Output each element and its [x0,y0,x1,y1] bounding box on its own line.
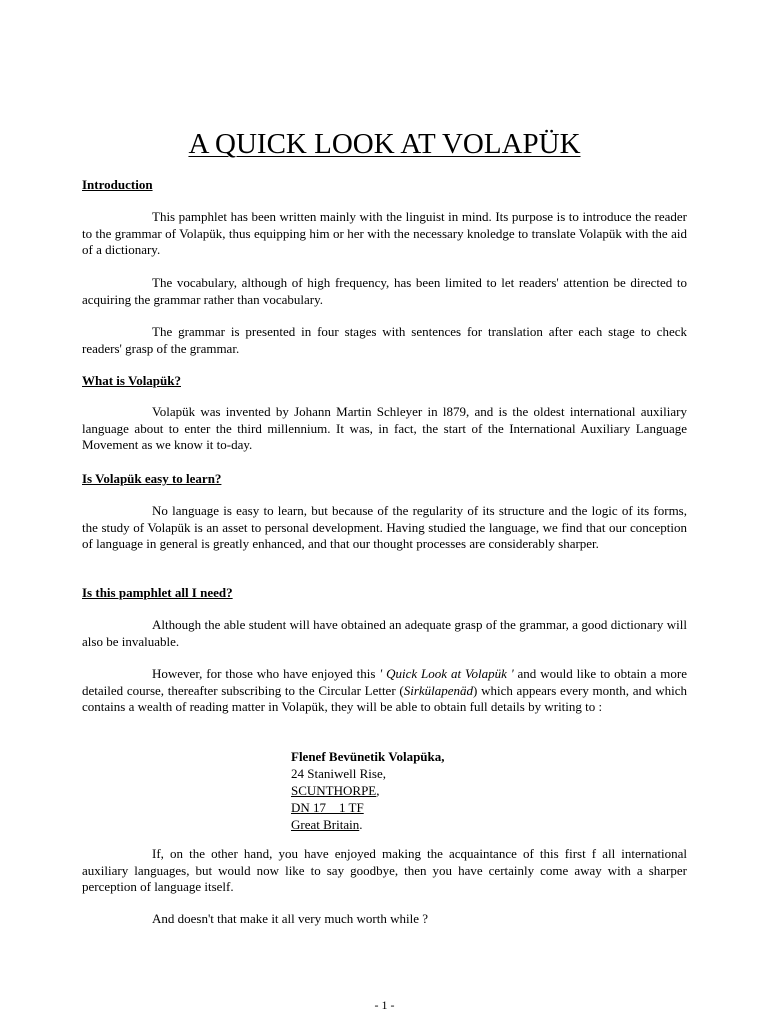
closing-paragraph-2 [82,911,687,928]
paragraph: No language is easy to learn, but because of the regularity of its structure and the logic of its forms, the study of Volapük is an asset to personal development. Having studied the language, we find that our conception of language in general is greatly enhanced, and that our thought processes are considerably sharper. [82,503,687,552]
address-street: 24 Staniwell Rise, [291,766,386,781]
paragraph: Volapük was invented by Johann Martin Schleyer in l879, and is the oldest international auxiliary language about to enter the third millennium. It was, in fact, the start of the International Auxiliary Language Movement as we know it to-day. [82,404,687,453]
paragraph: Although the able student will have obtained an adequate grasp of the grammar, a good dictionary will also be invaluable. [82,617,687,649]
heading-introduction: Introduction [82,177,153,192]
address-postcode-line [291,799,445,816]
paragraph: The vocabulary, although of high frequency, has been limited to let readers' attention be directed to acquiring the grammar rather than vocabulary. [82,275,687,307]
text-run: ) which appears every month, and which contains a wealth of reading matter in Volapük, they will be able to obtain full details by writing to : [82,682,687,715]
intro-paragraph-1 [82,209,687,259]
intro-paragraph-3 [82,324,687,357]
text-run: However, for those who have enjoyed this [152,666,380,681]
text-run: and would like to obtain a more detailed course, thereafter subscribing to the Circular Letter ( [82,666,687,698]
easy-paragraph [82,503,687,553]
paragraph: And doesn't that make it all very much worth while ? [152,911,428,926]
page-title: A QUICK LOOK AT VOLAPÜK [188,128,581,160]
page-number: - 1 - [374,998,395,1012]
heading-what-is-volapuk: What is Volapük? [82,373,181,388]
address-city-suffix: , [376,783,380,798]
address-postcode: DN 17 1 TF [291,800,364,815]
address-country-line [291,816,445,833]
quoted-title: ' Quick Look at Volapük ' [379,666,514,681]
intro-paragraph-2 [82,275,687,308]
closing-paragraph-1 [82,846,687,896]
address-name: Flenef Bevünetik Volapüka, [291,749,445,764]
pamphlet-paragraph-2 [82,666,687,716]
address-city: SCUNTHORPE [291,783,377,798]
address-country: Great Britain [291,817,360,832]
italic-term: Sirkülapenäd [403,682,474,698]
paragraph: The grammar is presented in four stages with sentences for translation after each stage to check readers' grasp of the grammar. [82,324,687,356]
heading-pamphlet: Is this pamphlet all I need? [82,585,233,600]
heading-is-easy: Is Volapük easy to learn? [82,471,222,486]
paragraph: This pamphlet has been written mainly with the linguist in mind. Its purpose is to introduce the reader to the grammar of Volapük, thus equipping him or her with the necessary knoledge to translate Volapük with the aid of a dictionary. [82,209,687,258]
paragraph: If, on the other hand, you have enjoyed making the acquaintance of this first f all international auxiliary languages, but would now like to say goodbye, then you have certainly come away with a sharper perception of language itself. [82,846,687,895]
address-city-line [291,782,445,799]
paragraph [82,666,687,716]
document-page [82,0,687,1024]
what-is-paragraph [82,404,687,454]
address-country-suffix: . [359,817,363,832]
pamphlet-paragraph-1 [82,617,687,650]
address-block [291,748,445,833]
